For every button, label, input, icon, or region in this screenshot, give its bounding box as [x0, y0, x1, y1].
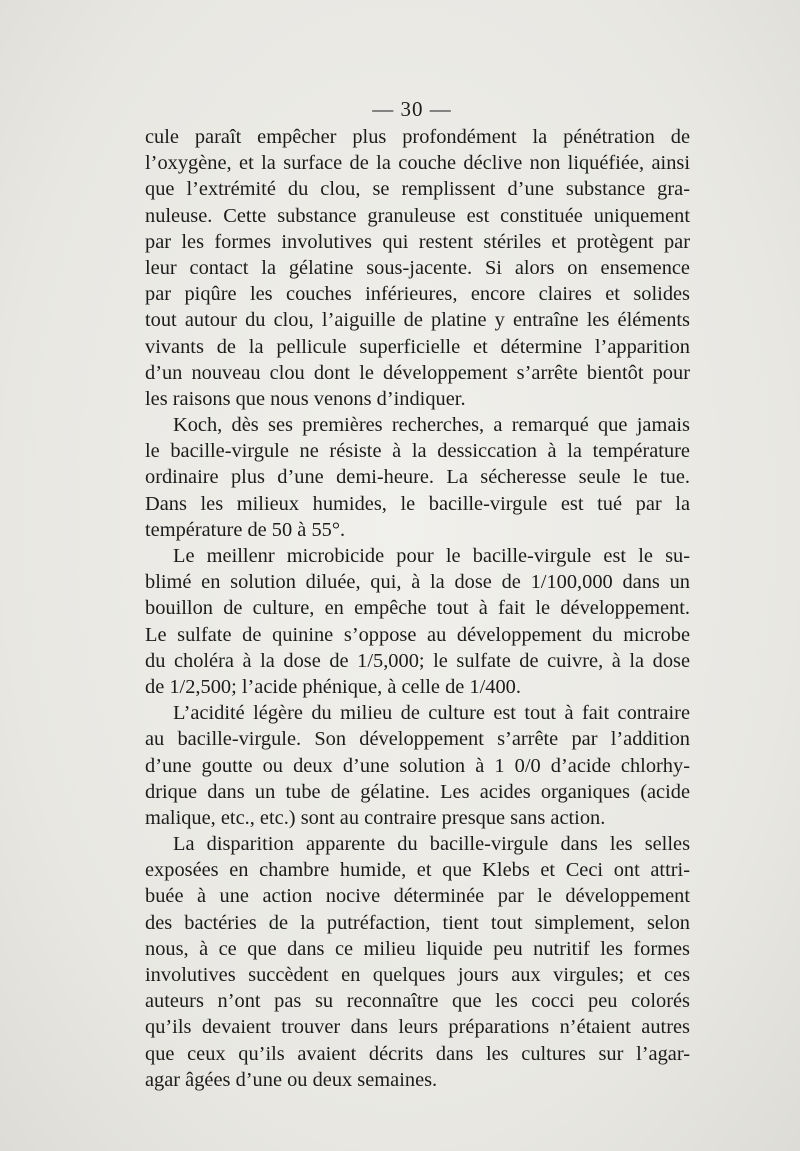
text-line: de 1/2,500; l’acide phénique, à celle de 1/400. — [145, 675, 521, 698]
text-line: d’une goutte ou deux d’une solution à 1 0/0 d’acide chlorhy- — [145, 754, 690, 777]
paragraph — [145, 412, 690, 543]
text-line: blimé en solution diluée, qui, à la dose de 1/100,000 dans un — [145, 571, 690, 594]
text-line: buée à une action nocive déterminée par le développement — [145, 885, 690, 908]
text-line: qu’ils devaient trouver dans leurs préparations n’étaient autres — [145, 1016, 690, 1039]
text-line: Le meillenr microbicide pour le bacille-virgule est le su- — [173, 545, 690, 567]
body-text — [145, 124, 690, 1093]
paragraph — [145, 700, 690, 831]
text-line: La disparition apparente du bacille-virgule dans les selles — [173, 833, 690, 856]
text-line: auteurs n’ont pas su reconnaître que les cocci peu colorés — [145, 990, 690, 1013]
text-line: vivants de la pellicule superficielle et détermine l’apparition — [145, 335, 690, 358]
text-line: involutives succèdent en quelques jours aux virgules; et ces — [145, 964, 690, 986]
text-line: l’oxygène, et la surface de la couche déclive non liquéfiée, ainsi — [145, 152, 690, 175]
page-number: — 30 — — [372, 97, 452, 121]
text-line: les raisons que nous venons d’indiquer. — [145, 387, 466, 410]
paragraph — [145, 124, 690, 412]
text-line: que ceux qu’ils avaient décrits dans les cultures sur l’agar- — [145, 1042, 690, 1065]
text-line: d’un nouveau clou dont le développement s’arrête bientôt pour — [145, 361, 690, 384]
text-line: tout autour du clou, l’aiguille de platine y entraîne les éléments — [145, 309, 690, 332]
text-line: ordinaire plus d’une demi-heure. La sécheresse seule le tue. — [145, 466, 690, 489]
text-line: L’acidité légère du milieu de culture est tout à fait contraire — [173, 702, 690, 725]
text-line: le bacille-virgule ne résiste à la dessiccation à la température — [145, 440, 690, 463]
text-line: leur contact la gélatine sous-jacente. Si alors on ensemence — [145, 256, 690, 279]
text-line: nuleuse. Cette substance granuleuse est constituée uniquement — [145, 204, 690, 227]
text-line: Koch, dès ses premières recherches, a remarqué que jamais — [173, 414, 690, 437]
paragraph — [145, 831, 690, 1093]
text-line: agar âgées d’une ou deux semaines. — [145, 1068, 438, 1091]
text-line: Dans les milieux humides, le bacille-virgule est tué par la — [145, 492, 690, 515]
text-line: par les formes involutives qui restent stériles et protègent par — [145, 230, 690, 253]
text-line: bouillon de culture, en empêche tout à fait le développement. — [145, 597, 690, 620]
text-line: du choléra à la dose de 1/5,000; le sulfate de cuivre, à la dose — [145, 649, 690, 672]
text-line: température de 50 à 55°. — [145, 518, 346, 541]
text-line: des bactéries de la putréfaction, tient tout simplement, selon — [145, 911, 690, 934]
text-line: que l’extrémité du clou, se remplissent d’une substance gra- — [145, 178, 690, 201]
text-line: Le sulfate de quinine s’oppose au développement du microbe — [145, 623, 690, 646]
paragraph — [145, 543, 690, 700]
text-line: drique dans un tube de gélatine. Les acides organiques (acide — [145, 780, 690, 803]
text-line: cule paraît empêcher plus profondément la pénétration de — [145, 126, 690, 148]
text-line: malique, etc., etc.) sont au contraire presque sans action. — [145, 806, 606, 829]
text-line: nous, à ce que dans ce milieu liquide peu nutritif les formes — [145, 937, 690, 960]
text-line: par piqûre les couches inférieures, encore claires et solides — [145, 283, 690, 306]
text-line: au bacille-virgule. Son développement s’arrête par l’addition — [145, 728, 690, 751]
text-line: exposées en chambre humide, et que Klebs et Ceci ont attri- — [145, 859, 690, 882]
